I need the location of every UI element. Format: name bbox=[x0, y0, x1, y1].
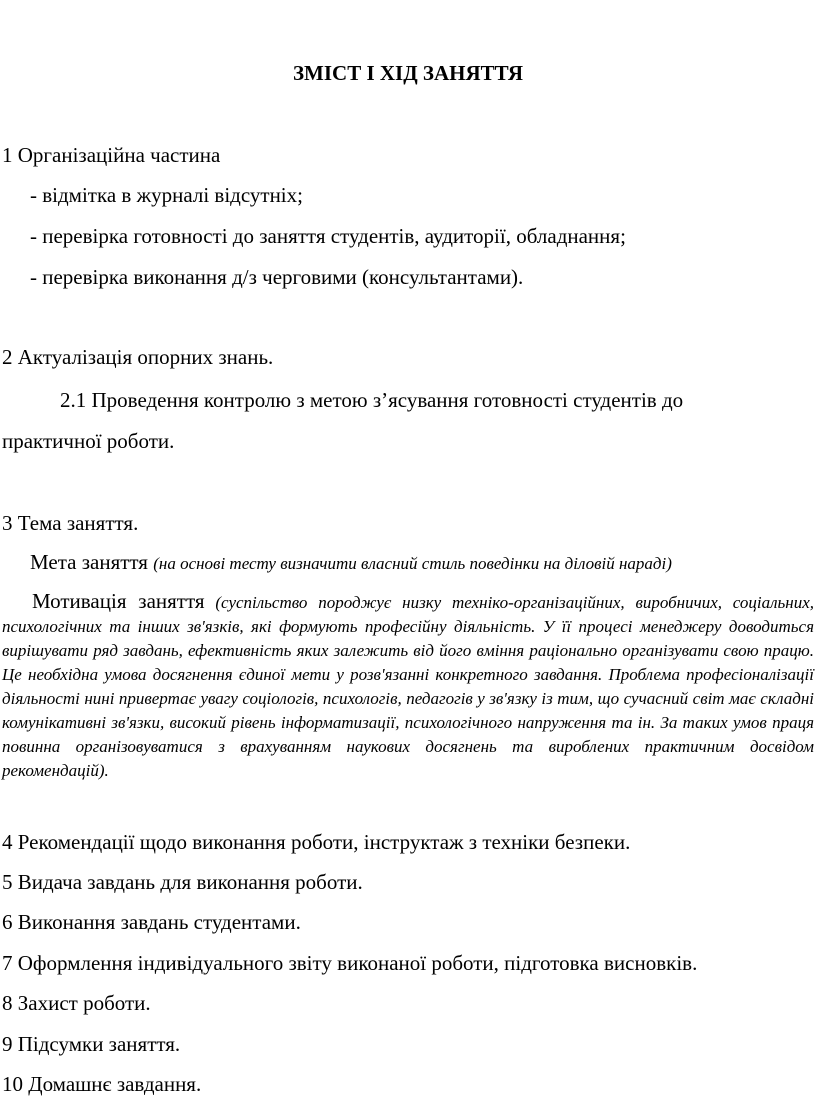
section-2-sub-line: практичної роботи. bbox=[2, 429, 175, 453]
goal-line bbox=[30, 549, 672, 577]
motivation-label: Мотивація заняття bbox=[32, 589, 205, 613]
step-item: 8 Захист роботи. bbox=[2, 991, 151, 1015]
step-item: 6 Виконання завдань студентами. bbox=[2, 910, 301, 934]
motivation-text: (суспільство породжує низку техніко-організаційних, виробничих, соціальних, психологічних та інших зв'язків, які формують професійну діяльність. У її процесі менеджеру доводиться вирішувати ряд завдань, ефективність яких залежить від його вміння раціонально організувати свою працю. Це необхідна умова досягнення єдиної мети у розв'язанні конкретного завдання. Проблема професіоналізації діяльності нині привертає увагу соціологів, психологів, педагогів у зв'язку із тим, що сучасний світ має складні комунікативні зв'язки, високий рівень інформатизації, психологічного напруження та ін. За таких умов праця повинна організовуватися з врахуванням наукових досягнень та вироблених практичним досвідом рекомендацій). bbox=[2, 593, 815, 780]
goal-text: (на основі тесту визначити власний стиль поведінки на діловій нараді) bbox=[153, 554, 672, 573]
step-item: 7 Оформлення індивідуального звіту виконаної роботи, підготовка висновків. bbox=[2, 951, 698, 975]
section-2-sub-line: 2.1 Проведення контролю з метою з’ясування готовності студентів до bbox=[60, 388, 684, 412]
step-item: 9 Підсумки заняття. bbox=[2, 1032, 181, 1056]
motivation-paragraph bbox=[2, 589, 814, 783]
step-item: 10 Домашнє завдання. bbox=[2, 1072, 202, 1096]
section-1-item: - відмітка в журналі відсутніх; bbox=[30, 183, 303, 207]
section-2-heading: 2 Актуалізація опорних знань. bbox=[2, 345, 274, 369]
section-1-item: - перевірка готовності до заняття студентів, аудиторії, обладнання; bbox=[30, 224, 626, 248]
section-1-item: - перевірка виконання д/з черговими (консультантами). bbox=[30, 265, 524, 289]
section-1-heading: 1 Організаційна частина bbox=[2, 143, 221, 167]
step-item: 5 Видача завдань для виконання роботи. bbox=[2, 870, 363, 894]
page-title: ЗМІСТ І ХІД ЗАНЯТТЯ bbox=[292, 61, 524, 85]
step-item: 4 Рекомендації щодо виконання роботи, інструктаж з техніки безпеки. bbox=[2, 830, 631, 854]
goal-label: Мета заняття bbox=[30, 550, 148, 574]
section-3-heading: 3 Тема заняття. bbox=[2, 511, 139, 535]
